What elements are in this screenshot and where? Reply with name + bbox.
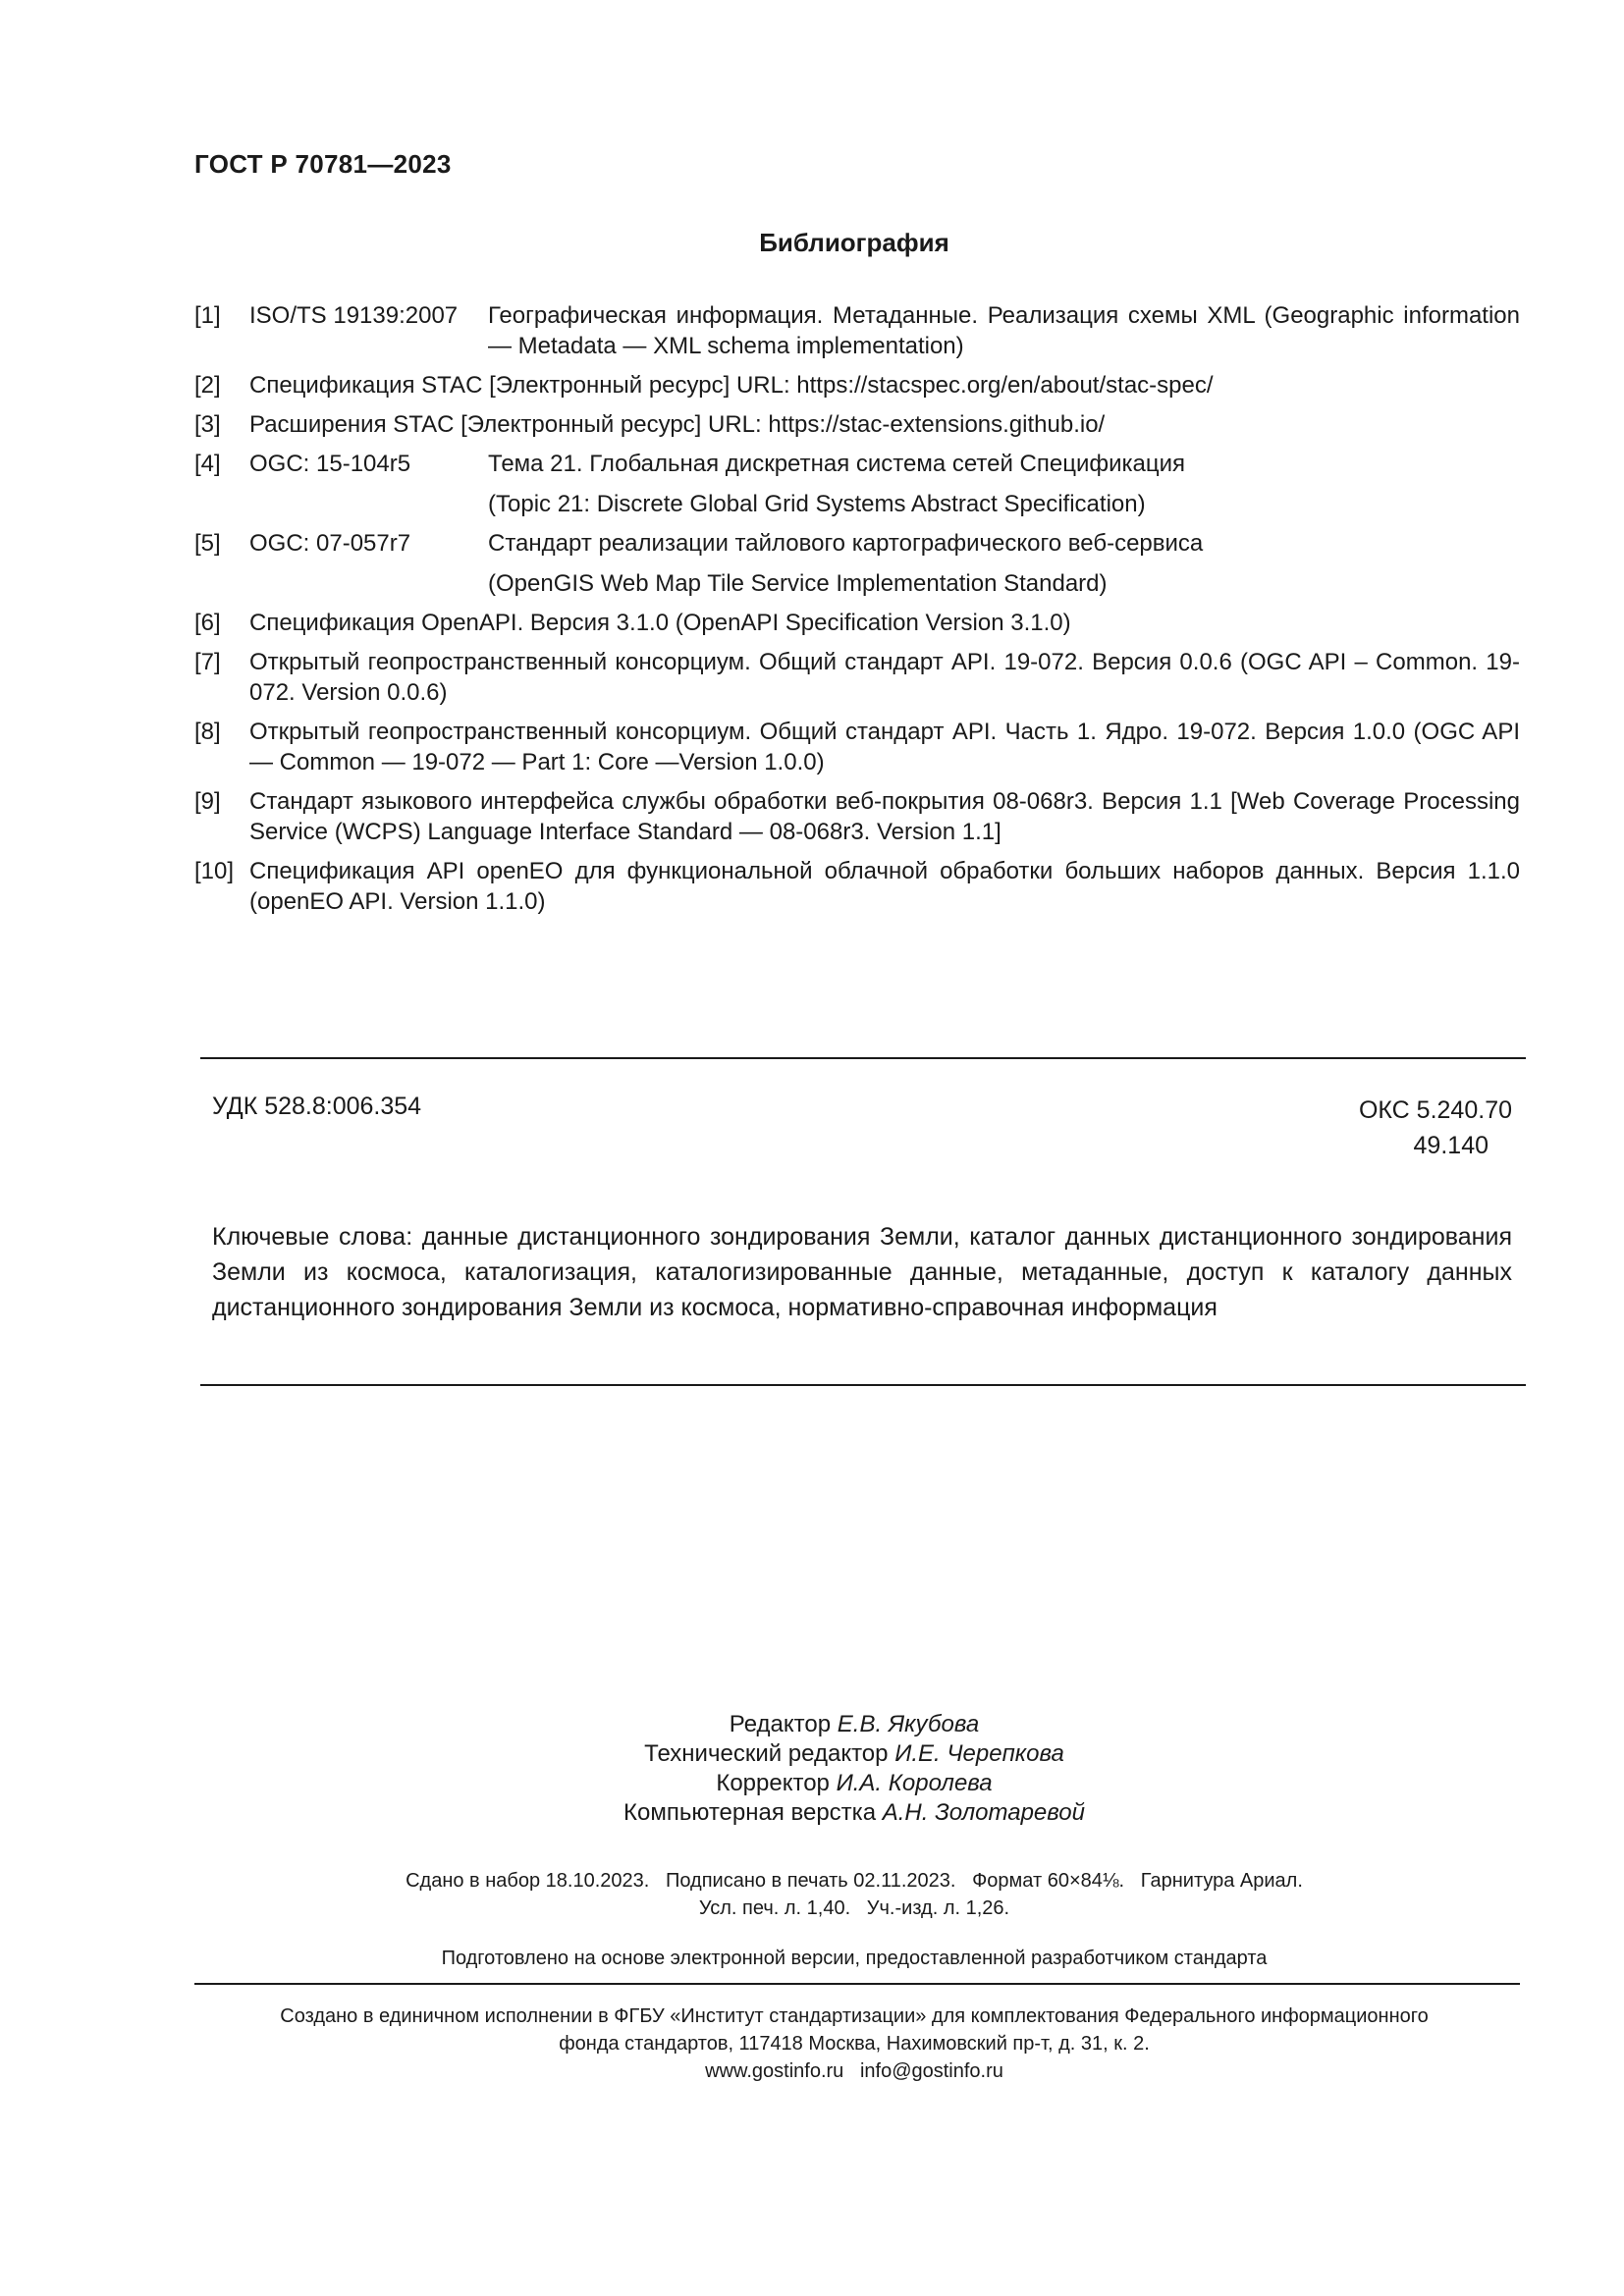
credit-name: А.Н. Золотаревой [882,1799,1085,1826]
entry-text: Спецификация STAC [Электронный ресурс] URL: https://stacspec.org/en/about/stac-spec/ [249,372,1214,399]
bibliography-title: Библиография [759,228,949,257]
editorial-credits [0,1710,1624,1828]
document-code: ГОСТ Р 70781—2023 [194,149,452,179]
udk-code: УДК 528.8:006.354 [212,1093,422,1120]
bibliography-entry [194,608,1520,638]
entry-text: Спецификация OpenAPI. Версия 3.1.0 (OpenAPI Specification Version 3.1.0) [249,610,1071,636]
keywords: Ключевые слова: данные дистанционного зондирования Земли, каталог данных дистанционного зондирования Земли из космоса, каталогизация, каталогизированные данные, метаданные, доступ к каталогу данных дистанционного зондирования Земли из космоса, нормативно-справочная информация [212,1223,1512,1321]
bibliography-entry [194,449,1520,519]
oks-code-primary: ОКС 5.240.70 [1358,1096,1512,1124]
entry-text-translation: (Topic 21: Discrete Global Grid Systems Abstract Specification) [488,491,1146,517]
bibliography-entry [194,300,1520,361]
credit-role: Редактор [729,1711,832,1737]
entry-text: Стандарт языкового интерфейса службы обработки веб-покрытия 08-068r3. Версия 1.1 [Web Coverage Processing Service (WCPS) Language Interface Standard — 08-068r3. Version 1.1] [249,788,1520,845]
credit-line [0,1798,1624,1828]
entry-text: Стандарт реализации тайлового картографического веб-сервиса [488,530,1204,557]
publisher-line: Создано в единичном исполнении в ФГБУ «Институт стандартизации» для комплектования Федерального информационного [280,2005,1429,2027]
entry-text: Географическая информация. Метаданные. Реализация схемы XML (Geographic information — Metadata — XML schema implementation) [488,302,1520,359]
entry-number: [5] [194,530,221,557]
entry-number: [9] [194,788,221,815]
bibliography-entry [194,647,1520,708]
entry-number: [7] [194,649,221,675]
bibliography-entry [194,528,1520,599]
print-details-line: Усл. печ. л. 1,40. Уч.-изд. л. 1,26. [698,1897,1010,1919]
divider-top [200,1057,1526,1059]
credit-name: Е.В. Якубова [837,1711,980,1737]
bibliography-entry [194,409,1520,440]
entry-code: OGC: 07-057r7 [249,530,411,557]
bibliography-entry [194,370,1520,400]
entry-code: OGC: 15-104r5 [249,451,411,477]
oks-codes [1335,1093,1512,1163]
entry-code: ISO/TS 19139:2007 [249,302,459,329]
credit-role: Корректор [716,1770,830,1796]
entry-number: [4] [194,451,221,477]
entry-text-block [488,528,1520,599]
bibliography-list [194,300,1520,926]
bibliography-entry [194,717,1520,777]
entry-text-block [488,449,1520,519]
credit-line [0,1739,1624,1769]
entry-text-translation: (OpenGIS Web Map Tile Service Implementation Standard) [488,570,1108,597]
oks-code-secondary: 49.140 [1413,1132,1489,1159]
entry-text: Открытый геопространственный консорциум. Общий стандарт API. 19-072. Версия 0.0.6 (OGC API – Common. 19-072. Version 0.0.6) [249,649,1520,706]
entry-number: [10] [194,858,235,884]
prepared-note: Подготовлено на основе электронной версии, предоставленной разработчиком стандарта [441,1948,1268,1969]
credit-name: И.Е. Черепкова [894,1740,1064,1767]
bibliography-entry [194,786,1520,847]
publisher-info [0,2002,1624,2085]
entry-text: Тема 21. Глобальная дискретная система сетей Спецификация [488,451,1186,477]
entry-number: [6] [194,610,221,636]
entry-text: Расширения STAC [Электронный ресурс] URL: https://stac-extensions.github.io/ [249,411,1106,438]
credit-line [0,1769,1624,1798]
bibliography-entry [194,856,1520,917]
credit-name: И.А. Королева [836,1770,993,1796]
entry-number: [8] [194,719,221,745]
entry-number: [1] [194,302,221,329]
entry-text: Открытый геопространственный консорциум. Общий стандарт API. Часть 1. Ядро. 19-072. Версия 1.0.0 (OGC API — Common — 19-072 — Part 1: Core —Version 1.0.0) [249,719,1520,775]
print-details-line: Сдано в набор 18.10.2023. Подписано в печать 02.11.2023. Формат 60×84⅛. Гарнитура Ариал. [406,1870,1303,1892]
credit-line [0,1710,1624,1739]
print-details [0,1867,1624,1922]
entry-text: Спецификация API openEO для функциональной облачной обработки больших наборов данных. Версия 1.1.0 (openEO API. Version 1.1.0) [249,858,1520,915]
publisher-contacts: www.gostinfo.ru info@gostinfo.ru [705,2060,1003,2082]
entry-number: [2] [194,372,221,399]
divider-bottom [200,1384,1526,1386]
entry-number: [3] [194,411,221,438]
credit-role: Технический редактор [644,1740,889,1767]
publisher-line: фонда стандартов, 117418 Москва, Нахимовский пр-т, д. 31, к. 2. [559,2033,1150,2055]
divider-imprint [194,1983,1520,1985]
credit-role: Компьютерная верстка [623,1799,877,1826]
